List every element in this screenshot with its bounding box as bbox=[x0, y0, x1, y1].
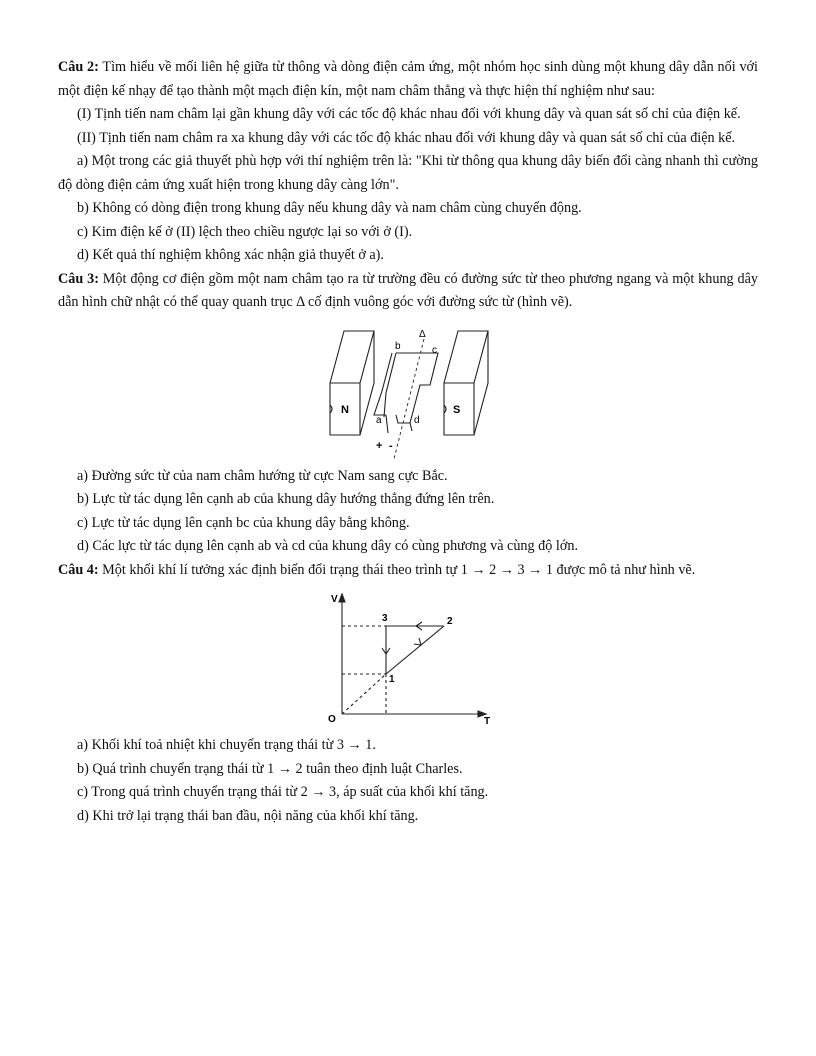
q3-option-a: a) Đường sức từ của nam châm hướng từ cực Nam sang cực Bắc. bbox=[77, 467, 448, 484]
q3-label: Câu 3: bbox=[58, 270, 99, 287]
q4-a-sequence: 3 → 1 bbox=[336, 737, 373, 753]
q4-stem-before: Một khối khí lí tưởng xác định biến đổi trạng thái theo trình tự bbox=[102, 561, 458, 578]
q4-a-after: . bbox=[372, 737, 376, 753]
q2-label: Câu 2: bbox=[58, 59, 99, 75]
q4-stem-after: được mô tả như hình vẽ. bbox=[556, 561, 696, 578]
q2-option-d: d) Kết quả thí nghiệm không xác nhận giả thuyết ở a). bbox=[77, 247, 384, 263]
q4-c-sequence: 2 → 3 bbox=[300, 784, 337, 800]
q4-option-a bbox=[58, 734, 758, 758]
q4-option-c bbox=[58, 781, 758, 805]
q4-c-before: c) Trong quá trình chuyển trạng thái từ bbox=[77, 784, 298, 800]
plus-terminal-label: + bbox=[376, 439, 383, 452]
q2-experiment-1: (I) Tịnh tiến nam châm lại gần khung dây với các tốc độ khác nhau đối với khung dây và quan sát số chỉ của điện kế. bbox=[77, 106, 741, 122]
v-axis-label: V bbox=[331, 594, 338, 605]
corner-d-label: d bbox=[414, 414, 420, 426]
q4-option-d: d) Khi trở lại trạng thái ban đầu, nội năng của khối khí tăng. bbox=[77, 807, 419, 824]
state-2-label: 2 bbox=[447, 616, 453, 627]
south-magnet-top bbox=[444, 331, 488, 383]
north-pole-label: N bbox=[341, 403, 349, 416]
vt-diagram bbox=[326, 590, 556, 728]
axis-label: Δ bbox=[419, 328, 426, 340]
document-page bbox=[58, 56, 758, 828]
corner-a-label: a bbox=[376, 414, 382, 426]
coil-front bbox=[396, 353, 438, 423]
q4-stem bbox=[58, 559, 758, 583]
q4-b-after: tuân theo định luật Charles. bbox=[306, 760, 463, 777]
q2-option-b: b) Không có dòng điện trong khung dây nếu khung dây và nam châm cùng chuyển động. bbox=[77, 200, 582, 216]
v-axis-arrow bbox=[339, 594, 345, 602]
coil-back bbox=[374, 353, 392, 415]
q4-a-before: a) Khối khí toả nhiệt khi chuyển trạng thái từ bbox=[77, 737, 334, 753]
rotation-axis bbox=[394, 339, 424, 459]
origin-label: O bbox=[328, 714, 336, 725]
q4-sequence: 1 → 2 → 3 → 1 bbox=[460, 561, 553, 578]
q4-option-b bbox=[58, 758, 758, 782]
t-axis-label: T bbox=[484, 716, 491, 727]
motor-figure bbox=[326, 323, 492, 461]
q3-option-c: c) Lực từ tác dụng lên cạnh bc của khung dây bằng không. bbox=[77, 514, 410, 531]
q3-stem bbox=[58, 268, 758, 315]
corner-c-label: c bbox=[432, 344, 437, 356]
motor-diagram bbox=[326, 323, 492, 461]
q2-experiment-2: (II) Tịnh tiến nam châm ra xa khung dây với các tốc độ khác nhau đối với khung dây và quan sát số chỉ của điện kế. bbox=[77, 129, 736, 146]
south-magnet-side bbox=[474, 331, 488, 435]
north-magnet-top bbox=[330, 331, 374, 383]
minus-terminal-label: - bbox=[389, 439, 393, 452]
process-1-2 bbox=[386, 626, 444, 674]
q4-b-before: b) Quá trình chuyển trạng thái từ bbox=[77, 760, 264, 777]
state-3-label: 3 bbox=[382, 613, 388, 624]
q3-option-d: d) Các lực từ tác dụng lên cạnh ab và cd của khung dây có cùng phương và cùng độ lớn. bbox=[77, 538, 578, 554]
vt-figure bbox=[326, 590, 556, 728]
north-magnet-side bbox=[360, 331, 374, 435]
q3-option-b: b) Lực từ tác dụng lên cạnh ab của khung dây hướng thẳng đứng lên trên. bbox=[77, 491, 495, 507]
q4-c-after: , áp suất của khối khí tăng. bbox=[336, 784, 489, 800]
q2-option-c: c) Kim điện kế ở (II) lệch theo chiều ngược lại so với ở (I). bbox=[77, 223, 413, 240]
arrow-1-2 bbox=[414, 638, 421, 645]
q3-stem-text: Một động cơ điện gồm một nam châm tạo ra từ trường đều có đường sức từ theo phương ngang và một khung dây dẫn hình chữ nhật có thể quay quanh trục Δ cố định vuông góc với đường sức từ (hình vẽ). bbox=[58, 270, 759, 310]
q2-option-a: a) Một trong các giả thuyết phù hợp với thí nghiệm trên là: "Khi từ thông qua khung dây biến đổi càng nhanh thì cường độ dòng điện cảm ứng xuất hiện trong khung dây càng lớn". bbox=[58, 153, 758, 193]
q2-stem-text: Tìm hiểu về mối liên hệ giữa từ thông và dòng điện cảm ứng, một nhóm học sinh dùng một khung dây dẫn nối với một điện kế nhạy để tạo thành một mạch điện kín, một nam châm thẳng và thực hiện thí nghiệm như sau: bbox=[58, 59, 758, 99]
south-pole-label: S bbox=[453, 403, 461, 416]
state-1-label: 1 bbox=[389, 674, 395, 685]
corner-b-label: b bbox=[395, 340, 401, 352]
q4-b-sequence: 1 → 2 bbox=[267, 760, 303, 777]
q2-stem bbox=[58, 56, 758, 103]
q4-label: Câu 4: bbox=[58, 561, 99, 578]
